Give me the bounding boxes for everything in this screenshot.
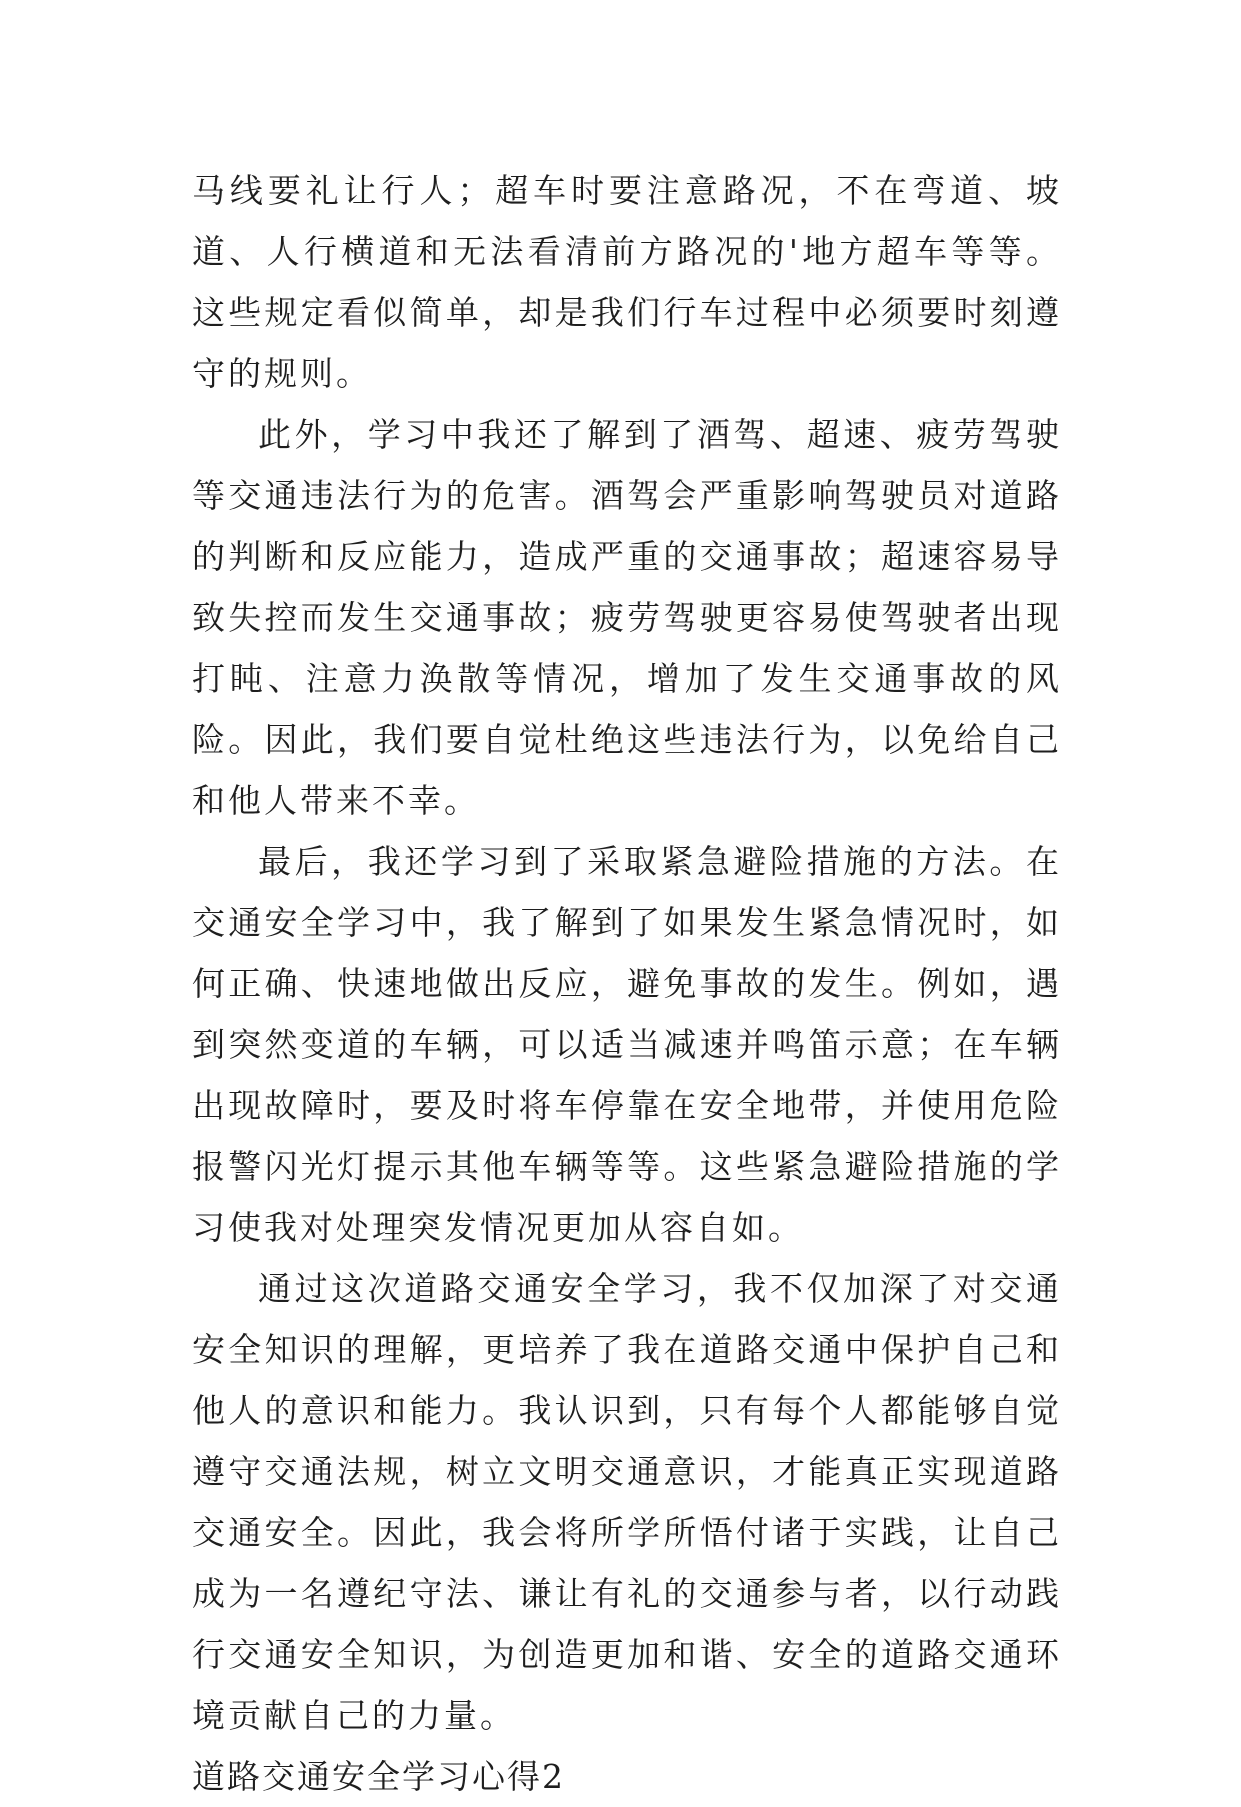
paragraph-1: 马线要礼让行人；超车时要注意路况，不在弯道、坡道、人行横道和无法看清前方路况的'地方超车等等。这些规定看似简单，却是我们行车过程中必须要时刻遵守的规则。 <box>192 171 1062 393</box>
section-heading: 道路交通安全学习心得2 <box>192 1757 565 1796</box>
paragraph-4: 通过这次道路交通安全学习，我不仅加深了对交通安全知识的理解，更培养了我在道路交通中保护自己和他人的意识和能力。我认识到，只有每个人都能够自觉遵守交通法规，树立文明交通意识，才能真正实现道路交通安全。因此，我会将所学所悟付诸于实践，让自己成为一名遵纪守法、谦让有礼的交通参与者，以行动践行交通安全知识，为创造更加和谐、安全的道路交通环境贡献自己的力量。 <box>192 1269 1062 1735</box>
paragraph-2: 此外，学习中我还了解到了酒驾、超速、疲劳驾驶等交通违法行为的危害。酒驾会严重影响驾驶员对道路的判断和反应能力，造成严重的交通事故；超速容易导致失控而发生交通事故；疲劳驾驶更容易使驾驶者出现打盹、注意力涣散等情况，增加了发生交通事故的风险。因此，我们要自觉杜绝这些违法行为，以免给自己和他人带来不幸。 <box>192 415 1062 820</box>
paragraph-3: 最后，我还学习到了采取紧急避险措施的方法。在交通安全学习中，我了解到了如果发生紧急情况时，如何正确、快速地做出反应，避免事故的发生。例如，遇到突然变道的车辆，可以适当减速并鸣笛示意；在车辆出现故障时，要及时将车停靠在安全地带，并使用危险报警闪光灯提示其他车辆等等。这些紧急避险措施的学习使我对处理突发情况更加从容自如。 <box>192 842 1062 1247</box>
body-text <box>192 160 1062 1807</box>
